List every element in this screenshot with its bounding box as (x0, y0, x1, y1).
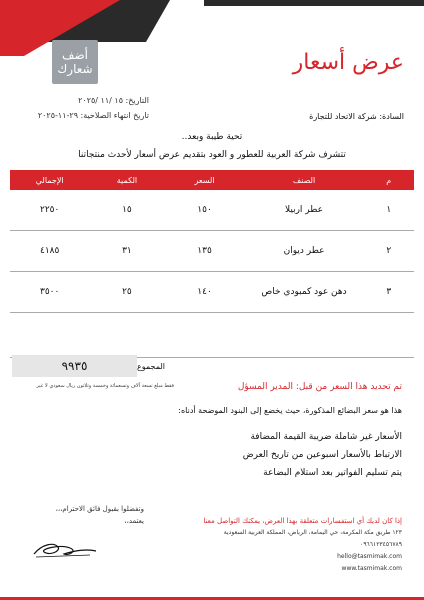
validity-date (24, 111, 149, 120)
col-header-price: السعر (165, 170, 245, 190)
row-price: ١٣٥ (165, 231, 245, 272)
total-block (12, 355, 177, 377)
contact-website[interactable]: www.tasmimak.com (341, 565, 402, 572)
row-price: ١٤٠ (165, 272, 245, 313)
term-item: الأسعار غير شاملة ضريبة القيمة المضافة (250, 432, 402, 442)
logo-placeholder (52, 40, 98, 84)
row-index: ١ (364, 190, 415, 231)
pricing-authority: تم تحديد هذا السعر من قبل: المدير المسؤل (237, 382, 402, 392)
closing-block (24, 505, 144, 529)
logo-line-2: شعارك (57, 62, 93, 76)
intro-text: تتشرف شركة العربية للعطور و العود بتقديم عرض أسعار لأحدث منتجاتنا (78, 150, 346, 160)
issue-date (24, 96, 149, 105)
signature-icon (30, 538, 100, 560)
col-header-index: م (364, 170, 415, 190)
contact-address: ١٢٣ طريق مكة المكرمة، حي اليمامة، الرياض، المملكة العربية السعودية (223, 529, 402, 536)
col-header-total: الإجمالي (10, 170, 89, 190)
term-item: الارتباط بالأسعار اسبوعين من تاريخ العرض (242, 450, 402, 460)
table-row (10, 272, 414, 313)
row-total: ٤١٨٥ (10, 231, 89, 272)
row-quantity: ٣١ (89, 231, 164, 272)
closing-line-1: وتفضلوا بقبول فائق الاحترام،،، (55, 505, 144, 513)
total-in-words: فقط مبلغ تسعة آلاف وتسعمائة وخمسة وثلاثون ريال سعودي لا غير (36, 383, 174, 389)
row-price: ١٥٠ (165, 190, 245, 231)
pricing-basis: هذا هو سعر البضائع المذكورة، حيث يخضع إلى البنود الموضحة أدناه: (178, 406, 402, 415)
col-header-quantity: الكمية (89, 170, 164, 190)
table-header-row (10, 170, 414, 190)
row-total: ٣٥٠٠ (10, 272, 89, 313)
validity-date-label: تاريخ انتهاء الصلاحية: (80, 111, 149, 120)
row-index: ٣ (364, 272, 415, 313)
document-title: عرض أسعار (292, 50, 404, 75)
terms-list (243, 428, 402, 482)
greeting: تحية طيبة وبعد.. (181, 132, 243, 142)
logo-line-1: أضف (62, 48, 88, 62)
col-header-item: الصنف (245, 170, 364, 190)
row-quantity: ١٥ (89, 190, 164, 231)
table-row-empty (10, 313, 414, 358)
issue-date-label: التاريخ: (125, 96, 149, 105)
date-block (24, 96, 149, 126)
total-label: المجموع (137, 361, 165, 371)
closing-line-2: يعتمد،، (124, 517, 144, 525)
contact-block (203, 515, 402, 575)
row-item: عطر ديوان (245, 231, 364, 272)
row-item: دهن عود كمبودي خاص (245, 272, 364, 313)
recipient-label: السادة: (379, 112, 404, 121)
row-quantity: ٢٥ (89, 272, 164, 313)
issue-date-value: ١٥ /١١ /٢٠٢٥ (78, 96, 123, 105)
items-table (10, 170, 414, 358)
recipient-line (309, 112, 404, 121)
contact-phone: ٠٩٦٦١٢٣٤٥٦٧٨٩ (360, 541, 402, 548)
term-item: يتم تسليم الفواتير بعد استلام البضاعة (263, 468, 402, 478)
total-value: ٩٩٣٥ (12, 355, 137, 377)
row-index: ٢ (364, 231, 415, 272)
row-total: ٢٢٥٠ (10, 190, 89, 231)
recipient-name: شركة الاتحاد للتجارة (309, 112, 377, 121)
contact-question: إذا كان لديك أي استفسارات متعلقة بهذا العرض، يمكنك التواصل معنا (203, 517, 402, 525)
table-row (10, 231, 414, 272)
validity-date-value: ٢٩-١١-٢٠٢٥ (37, 111, 78, 120)
table-row (10, 190, 414, 231)
contact-email[interactable]: hello@tasmimak.com (337, 553, 402, 560)
decorative-top-strip (204, 0, 424, 6)
row-item: عطر اربيلا (245, 190, 364, 231)
